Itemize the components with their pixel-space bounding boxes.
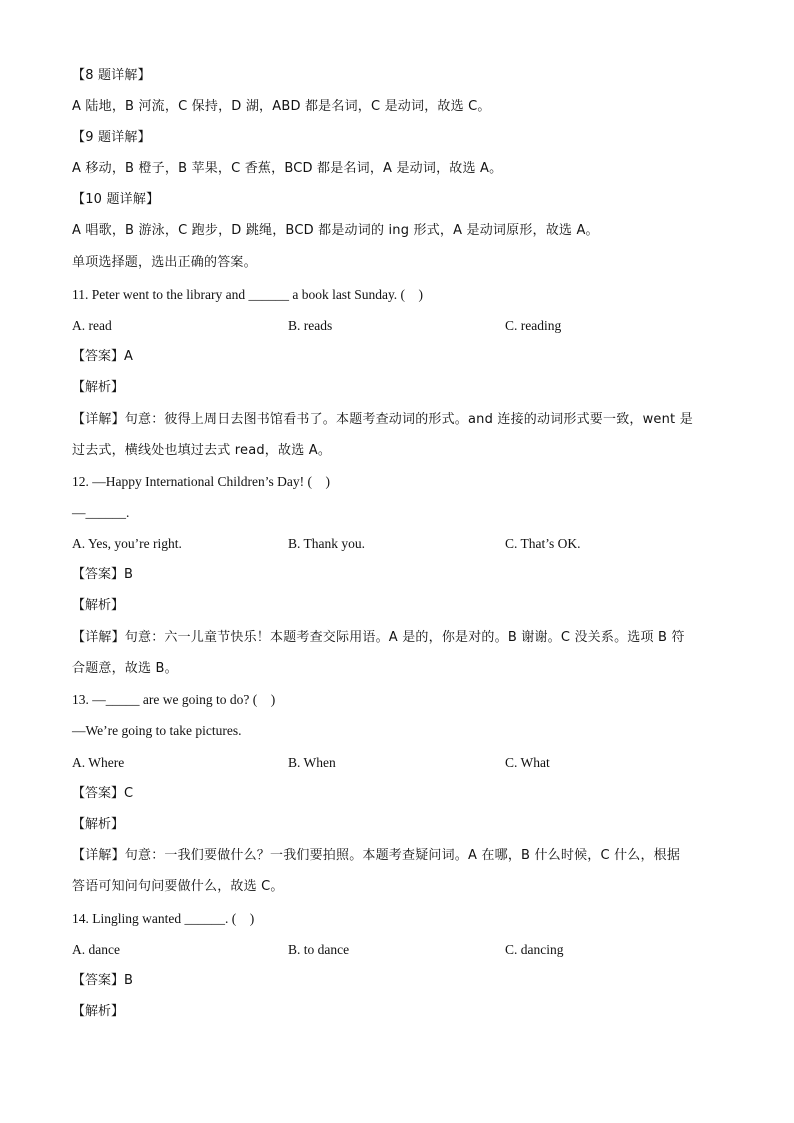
question-11-option-a: A. read [72,318,112,333]
question-12-option-a: A. Yes, you’re right. [72,536,182,551]
question-12-option-c: C. That’s OK. [505,536,581,551]
question-12-analysis-label: 【解析】 [72,598,125,613]
question-12-detail-cont: 合题意，故选 B。 [72,661,178,676]
explanation-q8: A 陆地，B 河流，C 保持，D 湖，ABD 都是名词，C 是动词，故选 C。 [72,99,491,114]
question-14-option-b: B. to dance [288,942,350,957]
section-title: 单项选择题，选出正确的答案。 [72,255,257,270]
question-12-answer: 【答案】B [72,567,133,582]
question-14-answer: 【答案】B [72,973,133,988]
question-14-option-a: A. dance [72,942,120,957]
question-14-option-c: C. dancing [505,942,564,957]
question-11-stem: 11. Peter went to the library and ______ a book last Sunday. ( ) [72,287,424,302]
question-13-answer: 【答案】C [72,786,134,801]
explanation-q10: A 唱歌，B 游泳，C 跑步，D 跳绳，BCD 都是动词的 ing 形式，A 是动词原形，故选 A。 [72,223,599,238]
question-12-stem: 12. —Happy International Children’s Day! ( ) [72,474,330,489]
heading-q9-detail: 【9 题详解】 [72,130,151,145]
question-13-analysis-label: 【解析】 [72,817,125,832]
explanation-q9: A 移动，B 橙子，B 苹果，C 香蕉，BCD 都是名词，A 是动词，故选 A。 [72,161,503,176]
question-13-detail: 【详解】句意：一我们要做什么？一我们要拍照。本题考查疑问词。A 在哪，B 什么时候，C 什么，根据 [72,848,681,863]
question-12-response: —______. [72,505,130,520]
question-11-detail-cont: 过去式，横线处也填过去式 read，故选 A。 [72,443,332,458]
heading-q8-detail: 【8 题详解】 [72,68,151,83]
question-13-option-b: B. When [288,755,336,770]
question-13-response: —We’re going to take pictures. [72,723,242,738]
question-11-detail: 【详解】句意：彼得上周日去图书馆看书了。本题考查动词的形式。and 连接的动词形式要一致，went 是 [72,412,693,427]
question-13-detail-cont: 答语可知问句问要做什么，故选 C。 [72,879,284,894]
question-14-stem: 14. Lingling wanted ______. ( ) [72,911,255,926]
question-12-detail: 【详解】句意：六一儿童节快乐！本题考查交际用语。A 是的，你是对的。B 谢谢。C 没关系。选项 B 符 [72,630,685,645]
question-13-option-c: C. What [505,755,550,770]
question-11-answer: 【答案】A [72,349,133,364]
question-13-option-a: A. Where [72,755,125,770]
question-11-option-b: B. reads [288,318,333,333]
question-13-stem: 13. —_____ are we going to do? ( ) [72,692,276,707]
heading-q10-detail: 【10 题详解】 [72,192,160,207]
question-11-analysis-label: 【解析】 [72,380,125,395]
question-11-option-c: C. reading [505,318,562,333]
question-14-analysis-label: 【解析】 [72,1004,125,1019]
question-12-option-b: B. Thank you. [288,536,365,551]
